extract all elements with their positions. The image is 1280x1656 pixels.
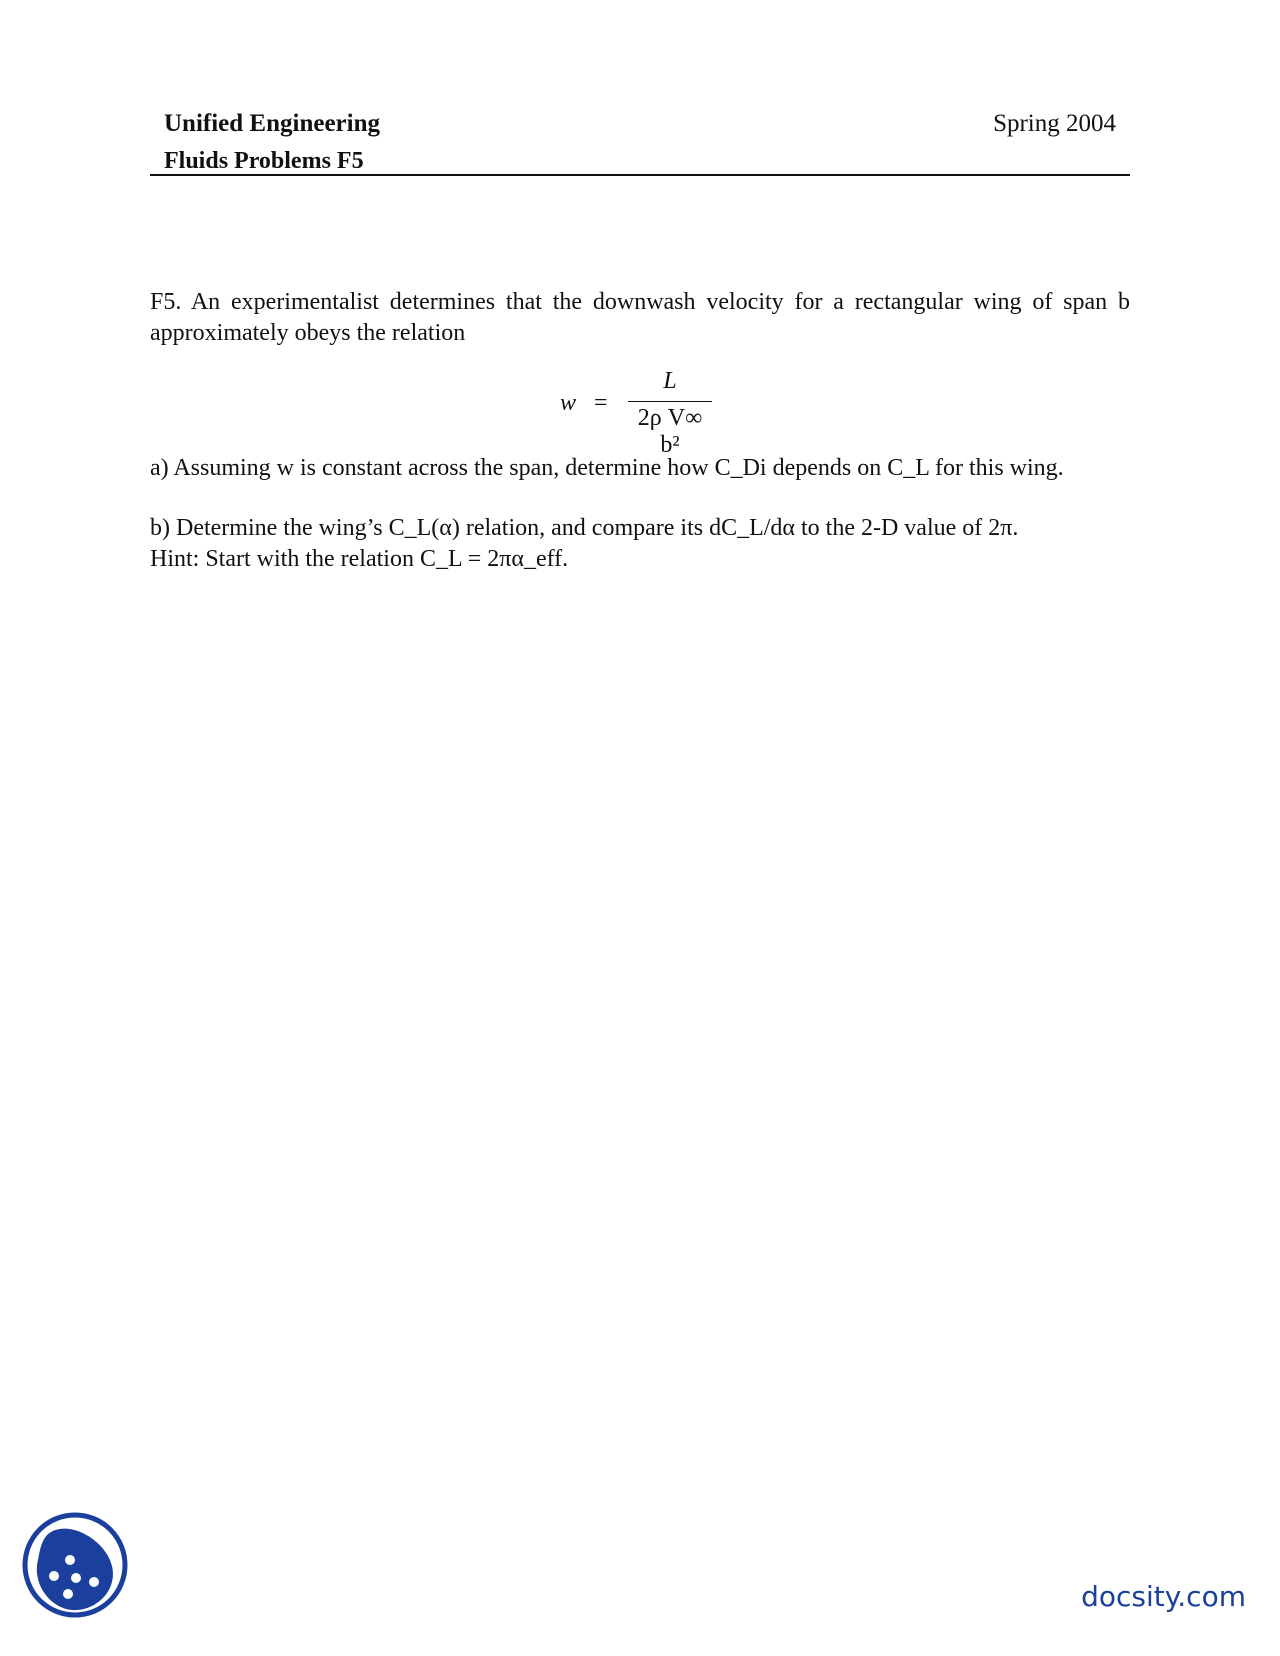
hint-text: Hint: Start with the relation C_L = 2πα_eff. [150,546,569,572]
problem-intro: F5. An experimentalist determines that the downwash velocity for a rectangular wing of span b approximately obeys the relation [150,289,1130,346]
equation-denominator: 2ρ V∞ b² [637,405,703,458]
course-title: Unified Engineering [164,110,380,137]
part-b-question: b) Determine the wing’s C_L(α) relation, and compare its dC_L/dα to the 2-D value of 2π. [150,515,1019,541]
part-a-question: a) Assuming w is constant across the span, determine how C_Di depends on C_L for this wing. [150,455,1064,481]
problem-set-title: Fluids Problems F5 [164,148,364,174]
page-header [150,104,1130,176]
equation-equals: = [594,390,608,416]
equation-numerator: L [663,368,677,394]
equation-lhs: w [560,390,577,416]
downwash-equation [560,368,750,458]
semester-label: Spring 2004 [993,110,1116,137]
fraction-bar [628,401,712,402]
docsity-logo-icon[interactable] [20,1510,130,1620]
docsity-link[interactable]: docsity.com [1081,1580,1246,1613]
